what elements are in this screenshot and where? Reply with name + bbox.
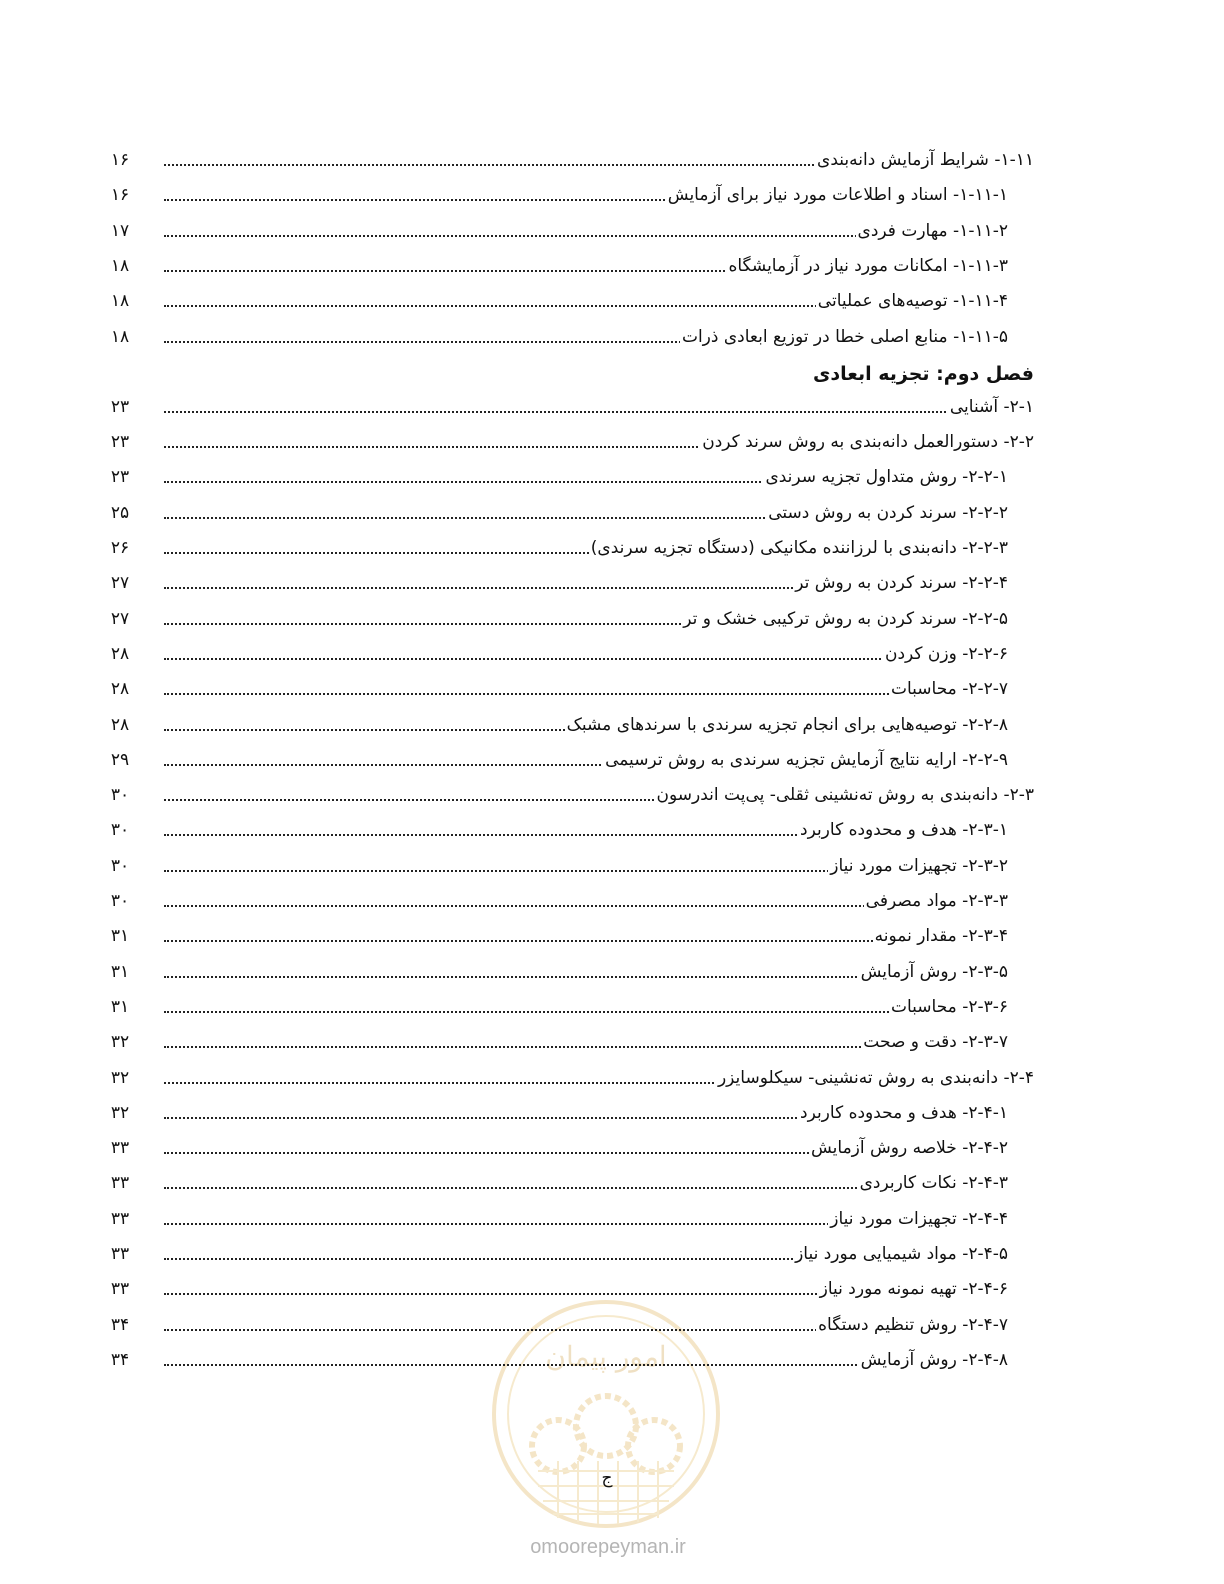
toc-entry[interactable] <box>164 710 1008 740</box>
toc-entry[interactable] <box>164 1027 1008 1057</box>
toc-entry-title: ۲-۴-۶- تهیه نمونه مورد نیاز <box>818 1274 1008 1304</box>
toc-entry-title: ۲-۲-۳- دانه‌بندی با لرزاننده مکانیکی (دستگاه تجزیه سرندی) <box>589 533 1008 563</box>
dot-leader <box>164 693 1008 695</box>
toc-page-number: ۱۷ <box>110 220 130 241</box>
toc-page-number: ۳۰ <box>110 891 130 911</box>
toc-entry-title: ۲-۲-۹- ارایه نتایج آزمایش تجزیه سرندی به روش ترسیمی <box>603 745 1008 775</box>
page-number-footer: ج <box>601 1468 613 1488</box>
toc-page-number: ۳۱ <box>110 961 130 982</box>
toc-entry[interactable] <box>164 1133 1008 1163</box>
toc-page-number: ۳۳ <box>110 1138 130 1159</box>
toc-page-number: ۲۳ <box>110 432 130 453</box>
toc-page-number: ۳۲ <box>110 1102 130 1123</box>
toc-entry-title: ۲-۴-۲- خلاصه روش آزمایش <box>809 1133 1008 1163</box>
toc-entry-title: ۲-۲-۶- وزن کردن <box>883 639 1008 669</box>
toc-page-number: ۲۷ <box>110 573 130 594</box>
toc-page-number: ۲۸ <box>110 714 130 735</box>
toc-entry-title: ۲-۲-۵- سرند کردن به روش ترکیبی خشک و تر <box>681 604 1008 634</box>
toc-entry-title: ۲-۲-۴- سرند کردن به روش تر <box>793 568 1008 598</box>
toc-entry[interactable] <box>164 674 1008 704</box>
toc-page-number: ۱۶ <box>110 185 130 206</box>
website-watermark: omoorepeyman.ir <box>530 1536 686 1558</box>
toc-entry[interactable] <box>164 462 1008 492</box>
toc-entry-title: ۲-۲-۸- توصیه‌هایی برای انجام تجزیه سرندی با سرندهای مشبک <box>565 710 1008 740</box>
toc-page-number: ۳۴ <box>110 1314 130 1335</box>
toc-entry-title: ۲-۱- آشنایی <box>948 392 1034 422</box>
toc-entry-title: ۲-۲-۷- محاسبات <box>889 674 1008 704</box>
toc-entry[interactable] <box>164 1063 1034 1093</box>
toc-page-number: ۲۸ <box>110 643 130 664</box>
toc-page-number: ۲۷ <box>110 608 130 629</box>
toc-entry[interactable] <box>164 498 1008 528</box>
toc-entry-title: ۲-۳- دانه‌بندی به روش ته‌نشینی ثقلی- پی‌پت اندرسون <box>655 780 1034 810</box>
toc-entry-title: ۲-۳-۴- مقدار نمونه <box>873 921 1008 951</box>
toc-page-number: ۱۶ <box>110 150 130 170</box>
toc-entry-title: ۲-۴-۳- نکات کاربردی <box>858 1168 1008 1198</box>
toc-entry-title: ۲-۲- دستورالعمل دانه‌بندی به روش سرند کردن <box>700 427 1034 457</box>
toc-entry[interactable] <box>164 780 1034 810</box>
toc-entry[interactable] <box>164 251 1008 281</box>
toc-entry[interactable] <box>164 921 1008 951</box>
toc-page-number: ۳۱ <box>110 996 130 1017</box>
toc-entry[interactable] <box>164 1239 1008 1269</box>
toc-entry[interactable] <box>164 851 1008 881</box>
toc-page-number: ۱۸ <box>110 291 130 312</box>
toc-entry[interactable] <box>164 392 1034 422</box>
toc-entry[interactable] <box>164 322 1008 352</box>
toc-entry[interactable] <box>164 286 1008 316</box>
toc-entry-title: ۱-۱۱- شرایط آزمایش دانه‌بندی <box>815 145 1034 175</box>
toc-page-number: ۲۸ <box>110 679 130 700</box>
toc-entry[interactable] <box>164 533 1008 563</box>
toc-page-number: ۲۳ <box>110 396 130 417</box>
toc-entry-title: ۲-۴-۱- هدف و محدوده کاربرد <box>798 1098 1008 1128</box>
toc-entry[interactable] <box>164 568 1008 598</box>
toc-entry-title: ۱-۱۱-۳- امکانات مورد نیاز در آزمایشگاه <box>726 251 1008 281</box>
toc-page-number: ۳۳ <box>110 1208 130 1229</box>
toc-entry-title: ۱-۱۱-۱- اسناد و اطلاعات مورد نیاز برای آزمایش <box>666 180 1008 210</box>
toc-entry-title: ۲-۳-۲- تجهیزات مورد نیاز <box>828 851 1008 881</box>
toc-entry-title: ۱-۱۱-۴- توصیه‌های عملیاتی <box>816 286 1008 316</box>
toc-entry[interactable] <box>164 815 1008 845</box>
toc-entry[interactable] <box>164 180 1008 210</box>
toc-entry-title: ۲-۲-۱- روش متداول تجزیه سرندی <box>763 462 1008 492</box>
toc-page-number: ۲۹ <box>110 749 130 770</box>
toc-entry[interactable] <box>164 745 1008 775</box>
dot-leader <box>164 658 1008 660</box>
toc-page-number: ۳۱ <box>110 926 130 947</box>
toc-page-number: ۳۰ <box>110 820 130 841</box>
toc-entry[interactable] <box>164 1098 1008 1128</box>
toc-page-number: ۱۸ <box>110 326 130 347</box>
toc-page-number: ۳۴ <box>110 1349 130 1370</box>
toc-entry[interactable] <box>164 1204 1008 1234</box>
toc-entry-title: ۲-۴-۴- تجهیزات مورد نیاز <box>828 1204 1008 1234</box>
toc-entry-title: ۲-۳-۱- هدف و محدوده کاربرد <box>798 815 1008 845</box>
toc-entry[interactable] <box>164 604 1008 634</box>
toc-entry-title: ۲-۳-۵- روش آزمایش <box>859 957 1008 987</box>
toc-page-number: ۳۲ <box>110 1067 130 1088</box>
chapter-heading: فصل دوم: تجزیه ابعادی <box>812 362 1034 385</box>
toc-entry[interactable] <box>164 427 1034 457</box>
toc-entry[interactable] <box>164 957 1008 987</box>
toc-entry-title: ۲-۳-۶- محاسبات <box>889 992 1008 1022</box>
toc-page-number: ۳۳ <box>110 1279 130 1300</box>
toc-page-number: ۳۳ <box>110 1173 130 1194</box>
toc-page-number: ۳۰ <box>110 785 130 806</box>
toc-entry-title: ۱-۱۱-۵- منابع اصلی خطا در توزیع ابعادی ذرات <box>680 322 1008 352</box>
toc-page-number: ۳۳ <box>110 1244 130 1264</box>
dot-leader <box>164 1011 1008 1013</box>
svg-text:امور پیمان: امور پیمان <box>545 1340 667 1373</box>
toc-entry-title: ۲-۳-۷- دقت و صحت <box>861 1027 1008 1057</box>
toc-entry[interactable] <box>164 886 1008 916</box>
toc-page-number: ۳۰ <box>110 855 130 876</box>
toc-page-number: ۲۳ <box>110 467 130 488</box>
toc-entry[interactable] <box>164 639 1008 669</box>
toc-page-number: ۳۲ <box>110 1032 130 1053</box>
toc-entry-title: ۲-۴- دانه‌بندی به روش ته‌نشینی- سیکلوسایزر <box>716 1063 1034 1093</box>
toc-page-number: ۱۸ <box>110 255 130 276</box>
toc-entry-title: ۲-۲-۲- سرند کردن به روش دستی <box>766 498 1008 528</box>
toc-entry[interactable] <box>164 1168 1008 1198</box>
toc-entry[interactable] <box>164 145 1034 175</box>
dot-leader <box>164 411 1034 413</box>
toc-entry-title: ۲-۴-۷- روش تنظیم دستگاه <box>816 1310 1008 1340</box>
toc-entry[interactable] <box>164 992 1008 1022</box>
toc-entry[interactable] <box>164 216 1008 246</box>
toc-page-number: ۲۶ <box>110 538 130 558</box>
toc-entry-title: ۱-۱۱-۲- مهارت فردی <box>856 216 1008 246</box>
toc-page-number: ۲۵ <box>110 502 130 523</box>
toc-entry-title: ۲-۳-۳- مواد مصرفی <box>864 886 1008 916</box>
toc-entry-title: ۲-۴-۵- مواد شیمیایی مورد نیاز <box>793 1239 1008 1269</box>
toc-entry-title: ۲-۴-۸- روش آزمایش <box>859 1345 1008 1375</box>
stamp-watermark-logo <box>488 1296 724 1532</box>
